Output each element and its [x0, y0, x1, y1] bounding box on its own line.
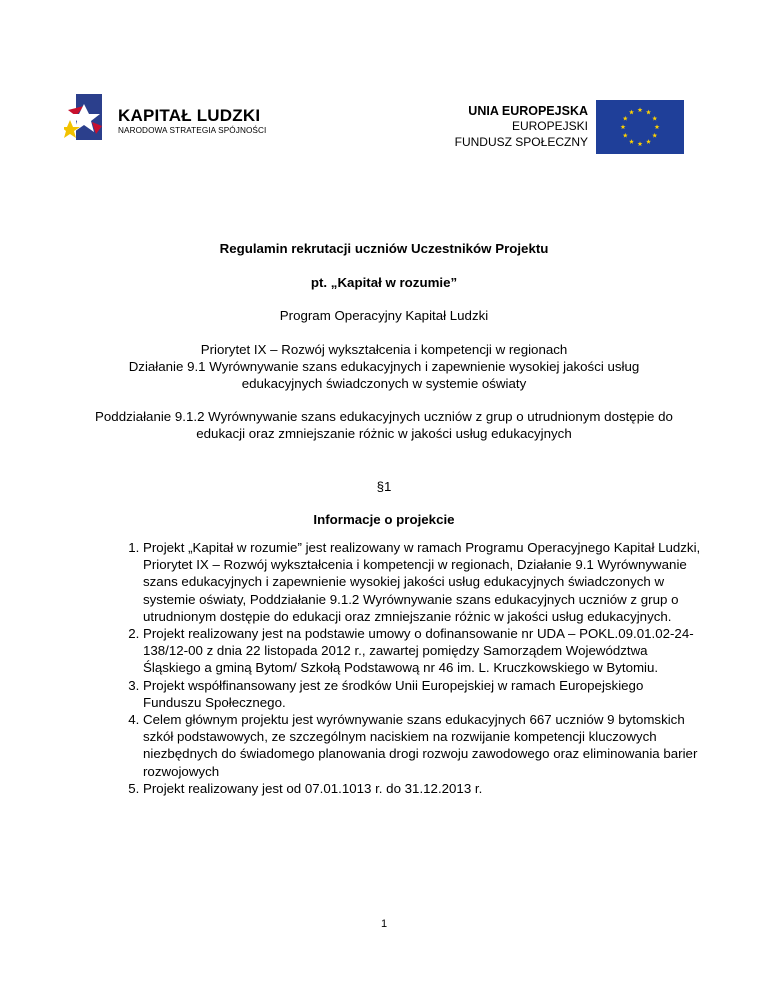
page-number: 1	[380, 918, 388, 930]
eu-logo-text	[455, 103, 588, 150]
list-item: 2. Projekt realizowany jest na podstawie umowy o dofinansowanie nr UDA – POKL.09.01.02-24-138/12-00 z dnia 22 listopada 2012 r., zawartej pomiędzy Samorządem Województwa Śląskiego a gminą Bytom/ Szkołą Podstawową nr 46 im. L. Kruczkowskiego w Bytomiu.	[143, 625, 703, 677]
kapital-ludzki-logo	[64, 92, 267, 152]
section-number: §1	[376, 479, 392, 494]
list-item: 5. Projekt realizowany jest od 07.01.1013 r. do 31.12.2013 r.	[143, 780, 703, 797]
kapital-ludzki-title: KAPITAŁ LUDZKI	[118, 106, 261, 125]
kapital-ludzki-subtitle: NARODOWA STRATEGIA SPÓJNOŚCI	[118, 126, 267, 135]
eu-logo	[446, 100, 686, 156]
list-item: 4. Celem głównym projektu jest wyrównywanie szans edukacyjnych 667 uczniów 9 bytomskich szkół podstawowych, ze szczególnym naciskiem na rozwijanie kompetencji kluczowych niezbędnych do świadomego planowania drogi rozwoju zawodowego oraz eliminowania barier rozwojowych	[143, 711, 703, 780]
document-subtitle: pt. „Kapitał w rozumie”	[310, 275, 458, 290]
subaction-name: Poddziałanie 9.1.2 Wyrównywanie szans edukacyjnych uczniów z grup o utrudnionym dostępie do edukacji oraz zmniejszanie różnic w jakości usług edukacyjnych	[95, 409, 673, 441]
eu-flag-icon	[596, 100, 684, 154]
action-name: Działanie 9.1 Wyrównywanie szans edukacyjnych i zapewnienie wysokiej jakości usług edukacyjnych świadczonych w systemie oświaty	[128, 359, 640, 391]
kapital-ludzki-mark-icon	[64, 92, 106, 144]
eu-logo-line2: EUROPEJSKI	[511, 119, 588, 133]
section-heading: Informacje o projekcie	[313, 512, 455, 527]
document-title: Regulamin rekrutacji uczniów Uczestników Projektu	[219, 241, 549, 256]
program-name: Program Operacyjny Kapitał Ludzki	[279, 308, 489, 323]
project-info-list	[116, 539, 703, 797]
priority-name: Priorytet IX – Rozwój wykształcenia i kompetencji w regionach	[200, 342, 568, 357]
eu-logo-line3: FUNDUSZ SPOŁECZNY	[454, 134, 588, 149]
list-item: 1. Projekt „Kapitał w rozumie” jest realizowany w ramach Programu Operacyjnego Kapitał Ludzki, Priorytet IX – Rozwój wykształcenia i kompetencji w regionach, Działanie 9.1 Wyrównywanie szans edukacyjnych i zapewnienie wysokiej jakości usług edukacyjnych świadczonych w systemie oświaty, Poddziałanie 9.1.2 Wyrównywanie szans edukacyjnych uczniów z grup o utrudnionym dostępie do edukacji oraz zmniejszanie różnic w jakości usług edukacyjnych.	[143, 539, 703, 625]
list-item: 3. Projekt współfinansowany jest ze środków Unii Europejskiej w ramach Europejskiego Funduszu Społecznego.	[143, 677, 703, 711]
eu-logo-line1: UNIA EUROPEJSKA	[468, 104, 588, 118]
